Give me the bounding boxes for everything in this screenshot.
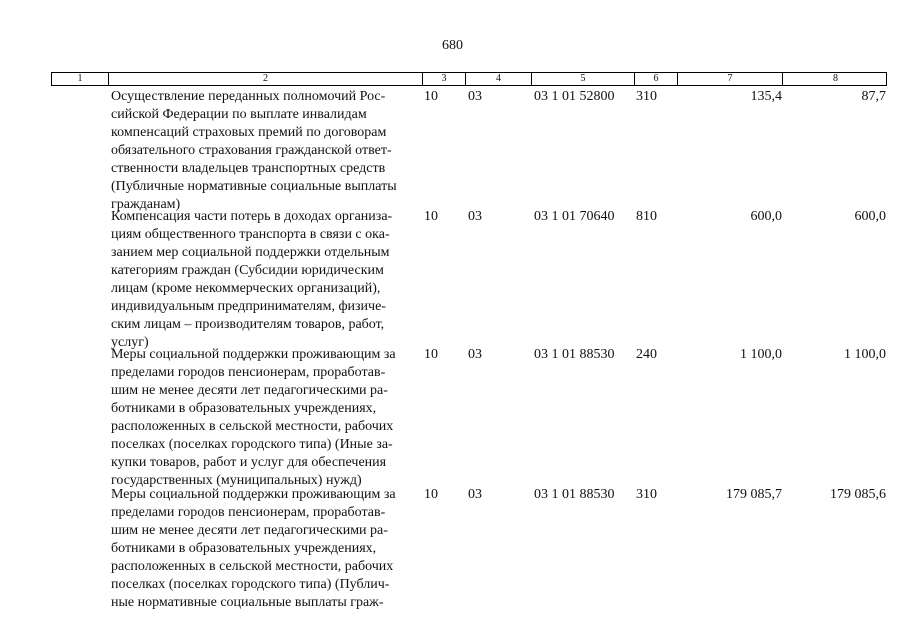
description-line: занием мер социальной поддержки отдельным xyxy=(111,245,390,260)
row-description xyxy=(111,88,423,214)
row-description xyxy=(111,208,423,352)
description-line: ботниками в образовательных учреждениях, xyxy=(111,541,377,556)
description-line: пределами городов пенсионерам, проработав- xyxy=(111,365,386,380)
description-line: (Публичные нормативные социальные выплаты xyxy=(111,179,397,194)
description-line: Осуществление переданных полномочий Рос- xyxy=(111,89,386,104)
description-line: купки товаров, работ и услуг для обеспечения xyxy=(111,455,387,470)
header-col-6: 6 xyxy=(635,73,678,85)
subsection-code: 03 xyxy=(468,89,482,104)
section-code: 10 xyxy=(424,487,438,502)
target-article-code: 03 1 01 70640 xyxy=(534,209,615,224)
target-article-code: 03 1 01 88530 xyxy=(534,347,615,362)
amount-col-7: 135,4 xyxy=(750,89,782,104)
description-line: индивидуальным предпринимателям, физиче- xyxy=(111,299,386,314)
description-line: категориям граждан (Субсидии юридическим xyxy=(111,263,384,278)
amount-col-7: 600,0 xyxy=(750,209,782,224)
description-line: услуг) xyxy=(111,335,149,350)
description-line: сийской Федерации по выплате инвалидам xyxy=(111,107,367,122)
description-line: расположенных в сельской местности, рабочих xyxy=(111,559,394,574)
page-number: 680 xyxy=(442,38,463,53)
subsection-code: 03 xyxy=(468,347,482,362)
description-line: поселках (поселках городского типа) (Иные за- xyxy=(111,437,393,452)
description-line: шим не менее десяти лет педагогическими ра- xyxy=(111,523,388,538)
expense-type-code: 810 xyxy=(636,209,657,224)
description-line: поселках (поселках городского типа) (Публич- xyxy=(111,577,390,592)
amount-col-8: 87,7 xyxy=(861,89,886,104)
description-line: Меры социальной поддержки проживающим за xyxy=(111,347,396,362)
section-code: 10 xyxy=(424,209,438,224)
expense-type-code: 310 xyxy=(636,89,657,104)
amount-col-7: 1 100,0 xyxy=(740,347,782,362)
amount-col-8: 600,0 xyxy=(854,209,886,224)
description-line: ственности владельцев транспортных средств xyxy=(111,161,386,176)
description-line: обязательного страхования гражданской ответ- xyxy=(111,143,392,158)
description-line: гражданам) xyxy=(111,197,181,212)
description-line: ные нормативные социальные выплаты граж- xyxy=(111,595,384,610)
description-line: расположенных в сельской местности, рабочих xyxy=(111,419,394,434)
description-line: ботниками в образовательных учреждениях, xyxy=(111,401,377,416)
description-line: ским лицам – производителям товаров, работ, xyxy=(111,317,385,332)
header-col-5: 5 xyxy=(532,73,635,85)
amount-col-8: 179 085,6 xyxy=(830,487,886,502)
row-description xyxy=(111,346,423,490)
description-line: Компенсация части потерь в доходах организа- xyxy=(111,209,393,224)
target-article-code: 03 1 01 88530 xyxy=(534,487,615,502)
description-line: лицам (кроме некоммерческих организаций), xyxy=(111,281,381,296)
expense-type-code: 310 xyxy=(636,487,657,502)
section-code: 10 xyxy=(424,347,438,362)
header-col-1: 1 xyxy=(52,73,109,85)
section-code: 10 xyxy=(424,89,438,104)
expense-type-code: 240 xyxy=(636,347,657,362)
subsection-code: 03 xyxy=(468,487,482,502)
header-col-4: 4 xyxy=(466,73,532,85)
row-description xyxy=(111,486,423,612)
description-line: компенсаций страховых премий по договорам xyxy=(111,125,387,140)
header-col-3: 3 xyxy=(423,73,466,85)
target-article-code: 03 1 01 52800 xyxy=(534,89,615,104)
header-col-8: 8 xyxy=(833,73,838,84)
subsection-code: 03 xyxy=(468,209,482,224)
description-line: государственных (муниципальных) нужд) xyxy=(111,473,362,488)
description-line: Меры социальной поддержки проживающим за xyxy=(111,487,396,502)
description-line: шим не менее десяти лет педагогическими ра- xyxy=(111,383,388,398)
description-line: пределами городов пенсионерам, проработав- xyxy=(111,505,386,520)
description-line: циям общественного транспорта в связи с ока- xyxy=(111,227,390,242)
header-col-2: 2 xyxy=(109,73,423,85)
header-col-7: 7 xyxy=(678,73,783,85)
amount-col-7: 179 085,7 xyxy=(726,487,782,502)
table-header xyxy=(51,72,887,86)
amount-col-8: 1 100,0 xyxy=(844,347,886,362)
